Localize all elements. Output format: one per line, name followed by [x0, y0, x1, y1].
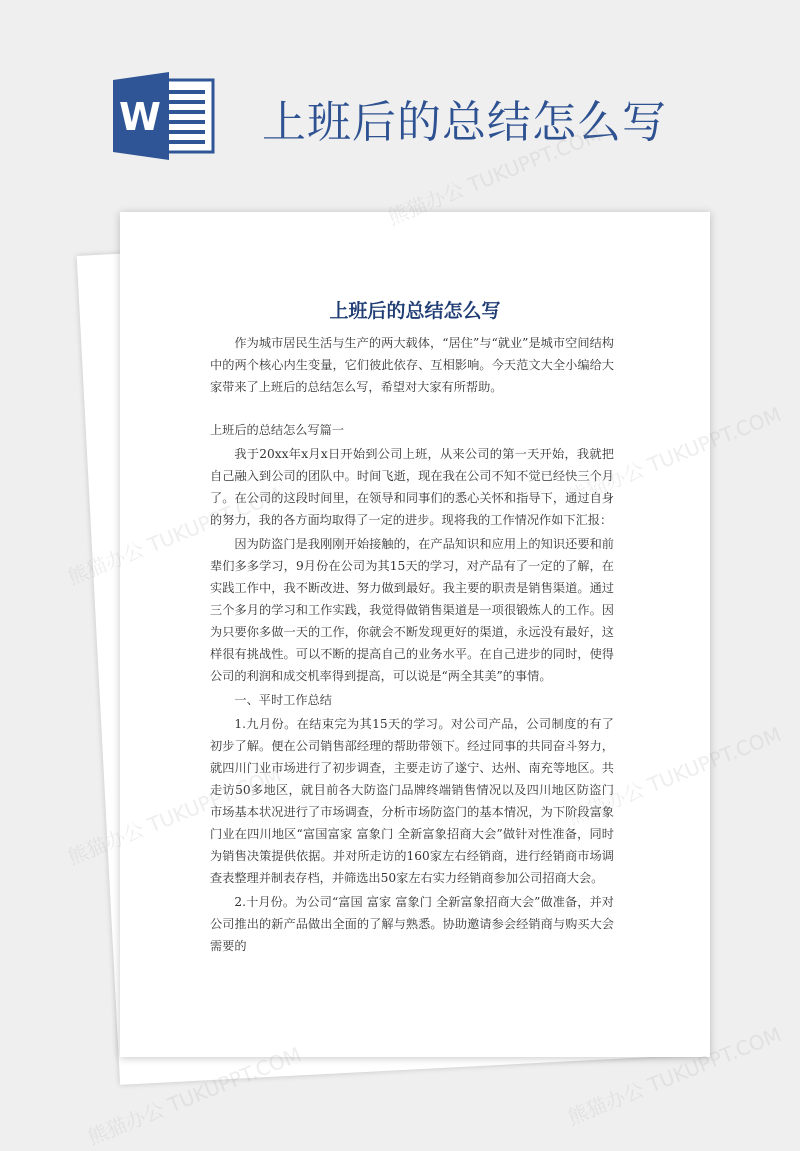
- subsection-heading: 一、平时工作总结: [234, 693, 332, 707]
- body-paragraph: 因为防盗门是我刚刚开始接触的，在产品知识和应用上的知识还要和前辈们多多学习，9月份在公司为其15天的学习，对产品有了一定的了解，在实践工作中，我不断改进、努力做到最好。我主要的职责是销售渠道。通过三个多月的学习和工作实践，我觉得做销售渠道是一项很锻炼人的工作。因为只要你多做一天的工作，你就会不断发现更好的渠道，永远没有最好，这样很有挑战性。可以不断的提高自己的业务水平。在自己进步的同时，使得公司的利润和成交机率得到提高，可以说是“两全其美”的事情。: [210, 537, 614, 683]
- watermark: TUKUPPT.COM: [644, 722, 785, 798]
- body-paragraph: 1.九月份。在结束完为其15天的学习。对公司产品，公司制度的有了初步了解。便在公司销售部经理的帮助带领下。经过同事的共同奋斗努力，就四川门业市场进行了初步调查，主要走访了遂宁、达州、南充等地区。共走访50多地区，就目前各大防盗门品牌终端销售情况以及四川地区防盗门市场基本状况进行了市场调查，分析市场防盗门的基本情况，为下阶段富象门业在四川地区“富国富家 富象门 全新富象招商大会”做针对性准备，同时为销售决策提供依据。并对所走访的160家左右经销商，进行经销商市场调查表整理并制表存档，并筛选出50家左右实力经销商参加公司招商大会。: [210, 717, 614, 885]
- section-heading: 上班后的总结怎么写篇一: [210, 423, 345, 437]
- body-paragraph: 我于20xx年x月x日开始到公司上班，从来公司的第一天开始，我就把自己融入到公司的团队中。时间飞逝，现在我在公司不知不觉已经快三个月了。在公司的这段时间里，在领导和同事们的悉心关怀和指导下，通过自身的努力，我的各方面均取得了一定的进步。现将我的工作情况作如下汇报：: [210, 447, 614, 527]
- document-title: 上班后的总结怎么写: [329, 300, 501, 322]
- watermark: 熊猫办公 TUKUPPT.COM: [384, 122, 605, 230]
- body-paragraph: 2.十月份。为公司“富国 富家 富象门 全新富象招商大会”做准备，并对公司推出的新产品做出全面的了解与熟悉。协助邀请参会经销商与购买大会需要的: [210, 895, 614, 953]
- intro-paragraph: 作为城市居民生活与生产的两大载体，“居住”与“就业”是城市空间结构中的两个核心内生变量，它们彼此依存、互相影响。今天范文大全小编给大家带来了上班后的总结怎么写，希望对大家有所帮助。: [210, 336, 614, 394]
- watermark: 熊猫办公 TUKUPPT.COM: [84, 1042, 305, 1150]
- page-title: 上班后的总结怎么写: [262, 97, 667, 148]
- watermark: TUKUPPT.COM: [644, 402, 785, 478]
- watermark: 熊猫办公: [64, 817, 148, 870]
- watermark: 熊猫办公 TUKUPPT.COM: [564, 1022, 785, 1130]
- document-body: [210, 332, 614, 957]
- document-page: [120, 212, 710, 1057]
- word-icon: [113, 72, 217, 160]
- word-logo-letter: W: [119, 95, 161, 139]
